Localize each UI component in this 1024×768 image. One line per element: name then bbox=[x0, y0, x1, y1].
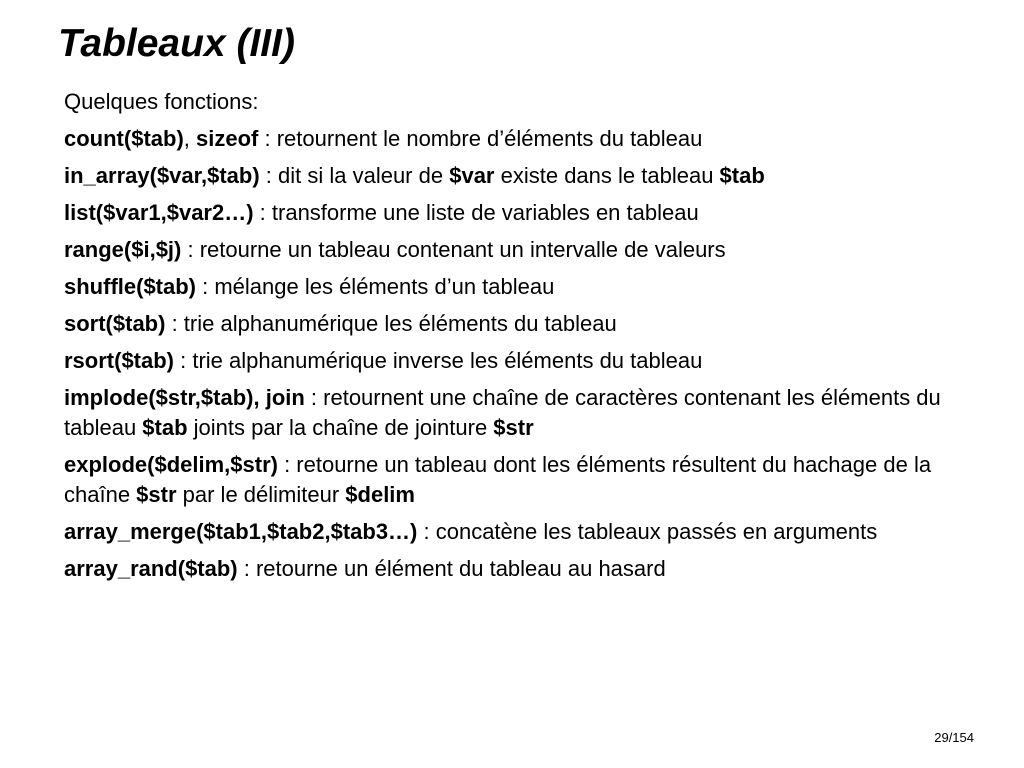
function-code-text: array_rand($tab) bbox=[64, 556, 238, 581]
function-description-text: par le délimiteur bbox=[176, 482, 346, 507]
function-description-text: : retourne un tableau contenant un intervalle de valeurs bbox=[181, 237, 726, 262]
function-code-text: $str bbox=[136, 482, 177, 507]
function-line bbox=[64, 383, 964, 443]
function-code-text: explode($delim,$str) bbox=[64, 452, 278, 477]
function-description-text: : mélange les éléments d’un tableau bbox=[196, 274, 555, 299]
function-line bbox=[64, 450, 964, 510]
function-description-text: existe dans le tableau bbox=[494, 163, 720, 188]
function-description-text: : dit si la valeur de bbox=[259, 163, 450, 188]
function-code-text: $str bbox=[493, 415, 534, 440]
function-line bbox=[64, 235, 964, 265]
function-code-text: sizeof bbox=[196, 126, 259, 151]
function-line bbox=[64, 554, 964, 584]
function-description-text: : trie alphanumérique inverse les éléments du tableau bbox=[174, 348, 703, 373]
function-code-text: $var bbox=[449, 163, 495, 188]
slide-title: Tableaux (III) bbox=[58, 22, 295, 65]
function-code-text: $tab bbox=[719, 163, 765, 188]
function-description-text: : concatène les tableaux passés en arguments bbox=[417, 519, 878, 544]
function-code-text: array_merge($tab1,$tab2,$tab3…) bbox=[64, 519, 418, 544]
function-description-text: , bbox=[183, 126, 196, 151]
function-line bbox=[64, 272, 964, 302]
function-line bbox=[64, 346, 964, 376]
function-description-text: : retourne un élément du tableau au hasard bbox=[237, 556, 666, 581]
page-number: 29/154 bbox=[934, 730, 974, 745]
function-description-text: : trie alphanumérique les éléments du tableau bbox=[165, 311, 617, 336]
function-description-text: : retournent le nombre d’éléments du tableau bbox=[258, 126, 703, 151]
function-line bbox=[64, 517, 964, 547]
intro-line: Quelques fonctions: bbox=[64, 89, 259, 114]
function-code-text: list($var1,$var2…) bbox=[64, 200, 254, 225]
function-code-text: in_array($var,$tab) bbox=[64, 163, 260, 188]
slide-content bbox=[64, 87, 964, 591]
function-line bbox=[64, 161, 964, 191]
function-code-text: sort($tab) bbox=[64, 311, 166, 336]
function-code-text: count($tab) bbox=[64, 126, 184, 151]
function-code-text: shuffle($tab) bbox=[64, 274, 196, 299]
function-description-text: joints par la chaîne de jointure bbox=[187, 415, 494, 440]
function-code-text: implode($str,$tab), join bbox=[64, 385, 305, 410]
function-code-text: $tab bbox=[142, 415, 188, 440]
function-description-text: : transforme une liste de variables en tableau bbox=[253, 200, 699, 225]
function-code-text: $delim bbox=[345, 482, 415, 507]
function-code-text: rsort($tab) bbox=[64, 348, 175, 373]
function-list bbox=[64, 124, 964, 584]
function-line bbox=[64, 124, 964, 154]
function-line bbox=[64, 309, 964, 339]
function-description-text: : retournent une chaîne de caractères contenant les éléments du tableau bbox=[64, 385, 941, 440]
function-code-text: range($i,$j) bbox=[64, 237, 182, 262]
function-line bbox=[64, 198, 964, 228]
function-description-text: : retourne un tableau dont les éléments résultent du hachage de la chaîne bbox=[64, 452, 932, 507]
